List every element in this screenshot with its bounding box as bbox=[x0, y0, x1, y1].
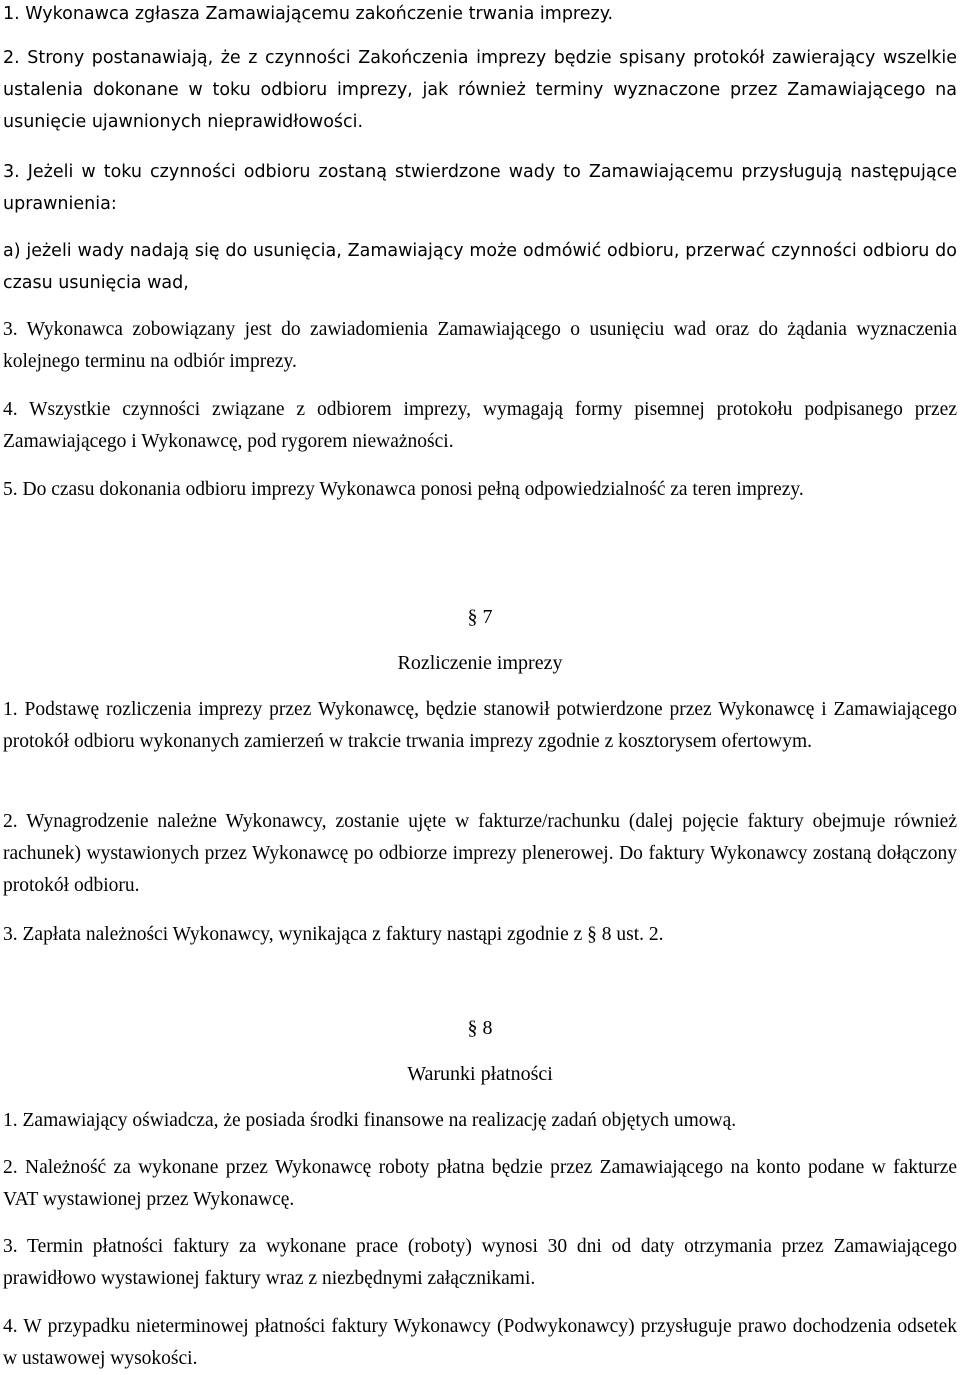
paragraph-1: 1. Wykonawca zgłasza Zamawiającemu zakończenie trwania imprezy. bbox=[3, 4, 614, 24]
paragraph-2: 2. Strony postanawiają, że z czynności Zakończenia imprezy będzie spisany protokół zawierający wszelkie ustalenia dokonane w toku odbioru imprezy, jak również terminy wyznaczone przez Zamawiającego na usunięcie ujawnionych nieprawidłowości. bbox=[3, 48, 957, 132]
section-8-mark: § 8 bbox=[467, 1017, 493, 1039]
section-7-paragraph-2: 2. Wynagrodzenie należne Wykonawcy, zostanie ujęte w fakturze/rachunku (dalej pojęcie faktury obejmuje również rachunek) wystawionych przez Wykonawcę po odbiorze imprezy plenerowej. Do faktury Wykonawcy zostaną dołączony protokół odbioru. bbox=[3, 811, 957, 896]
section-7-title: Rozliczenie imprezy bbox=[397, 652, 563, 674]
paragraph-3a: a) jeżeli wady nadają się do usunięcia, Zamawiający może odmówić odbioru, przerwać czynności odbioru do czasu usunięcia wad, bbox=[3, 241, 957, 293]
paragraph-4: 4. Wszystkie czynności związane z odbiorem imprezy, wymagają formy pisemnej protokołu podpisanego przez Zamawiającego i Wykonawcę, pod rygorem nieważności. bbox=[3, 399, 957, 452]
section-8-title: Warunki płatności bbox=[407, 1063, 553, 1085]
section-8-paragraph-2: 2. Należność za wykonane przez Wykonawcę roboty płatna będzie przez Zamawiającego na konto podane w fakturze VAT wystawionej przez Wykonawcę. bbox=[3, 1157, 957, 1210]
section-8-paragraph-1: 1. Zamawiający oświadcza, że posiada środki finansowe na realizację zadań objętych umową. bbox=[3, 1110, 737, 1131]
paragraph-3b: 3. Wykonawca zobowiązany jest do zawiadomienia Zamawiającego o usunięciu wad oraz do żądania wyznaczenia kolejnego terminu na odbiór imprezy. bbox=[3, 319, 957, 372]
section-7-paragraph-1: 1. Podstawę rozliczenia imprezy przez Wykonawcę, będzie stanowił potwierdzone przez Wykonawcę i Zamawiającego protokół odbioru wykonanych zamierzeń w trakcie trwania imprezy zgodnie z kosztorysem ofertowym. bbox=[3, 699, 957, 752]
section-7-mark: § 7 bbox=[467, 606, 493, 628]
section-8-paragraph-4: 4. W przypadku nieterminowej płatności faktury Wykonawcy (Podwykonawcy) przysługuje prawo dochodzenia odsetek w ustawowej wysokości. bbox=[3, 1316, 957, 1369]
section-8-paragraph-3: 3. Termin płatności faktury za wykonane prace (roboty) wynosi 30 dni od daty otrzymania przez Zamawiającego prawidłowo wystawionej faktury wraz z niezbędnymi załącznikami. bbox=[3, 1236, 957, 1289]
section-7-paragraph-3: 3. Zapłata należności Wykonawcy, wynikająca z faktury nastąpi zgodnie z § 8 ust. 2. bbox=[3, 924, 664, 945]
paragraph-3: 3. Jeżeli w toku czynności odbioru zostaną stwierdzone wady to Zamawiającemu przysługują następujące uprawnienia: bbox=[3, 162, 957, 214]
paragraph-5: 5. Do czasu dokonania odbioru imprezy Wykonawca ponosi pełną odpowiedzialność za teren imprezy. bbox=[3, 479, 804, 500]
